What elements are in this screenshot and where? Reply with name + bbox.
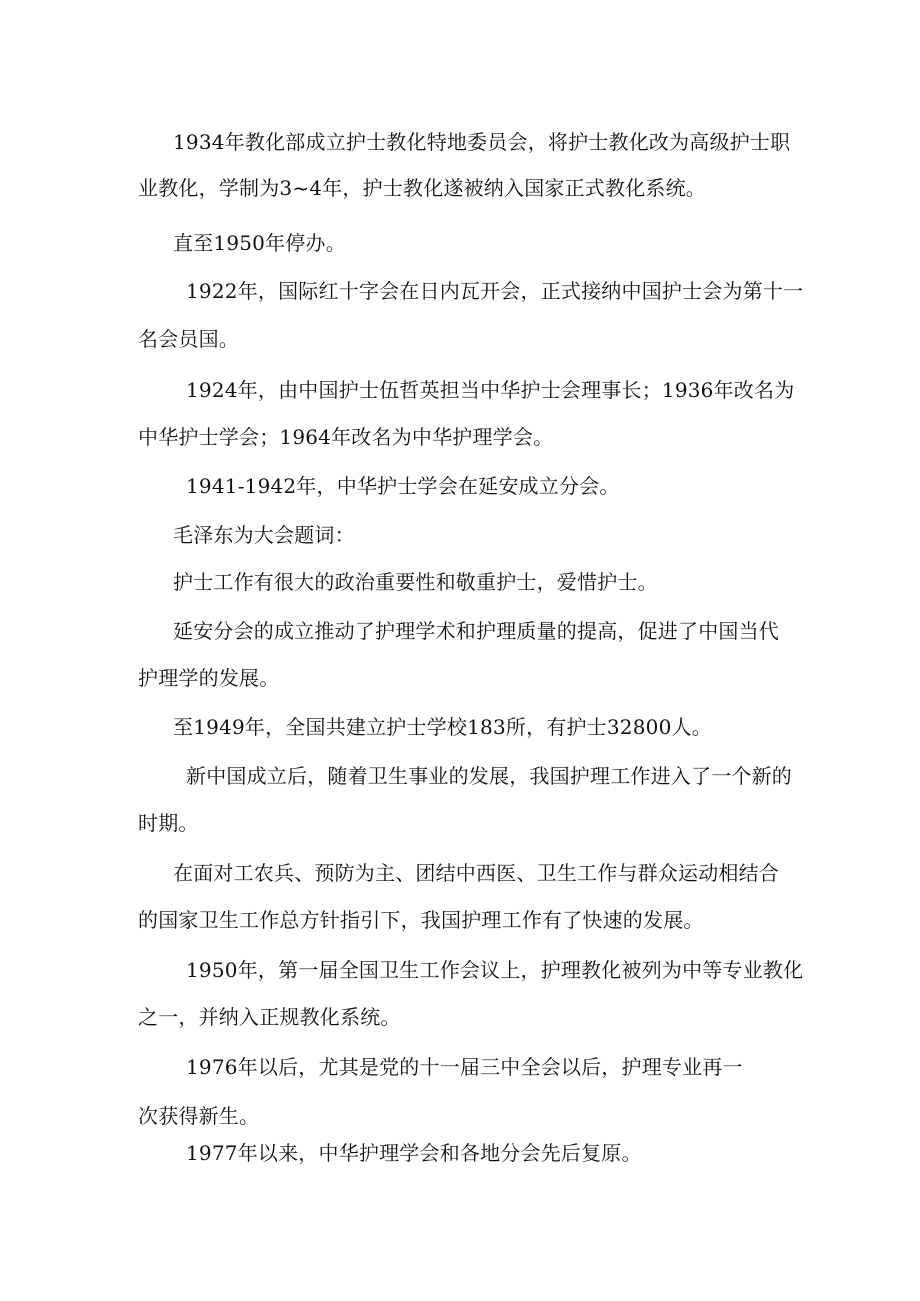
paragraph-line: 1977年以来，中华护理学会和各地分会先后复原。 xyxy=(186,1141,642,1165)
paragraph-line: 直至1950年停办。 xyxy=(173,231,346,255)
paragraph-line: 1976年以后，尤其是党的十一届三中全会以后，护理专业再一 xyxy=(186,1055,743,1079)
paragraph-line: 1941-1942年，中华护士学会在延安成立分会。 xyxy=(186,474,620,498)
paragraph-line: 之一，并纳入正规教化系统。 xyxy=(138,1005,401,1029)
paragraph-line: 1924年，由中国护士伍哲英担当中华护士会理事长；1936年改名为 xyxy=(186,378,795,402)
paragraph-line: 新中国成立后，随着卫生事业的发展，我国护理工作进入了一个新的 xyxy=(186,764,792,788)
paragraph-line: 次获得新生。 xyxy=(138,1104,260,1128)
paragraph-line: 护理学的发展。 xyxy=(138,666,280,690)
paragraph-line: 1950年，第一届全国卫生工作会议上，护理教化被列为中等专业教化 xyxy=(186,958,804,982)
paragraph-line: 护士工作有很大的政治重要性和敬重护士，爱惜护士。 xyxy=(173,570,658,594)
paragraph-line: 至1949年，全国共建立护士学校183所，有护士32800人。 xyxy=(173,715,712,739)
paragraph-line: 在面对工农兵、预防为主、团结中西医、卫生工作与群众运动相结合 xyxy=(173,861,779,885)
paragraph-line: 1934年教化部成立护士教化特地委员会，将护士教化改为高级护士职 xyxy=(173,130,791,154)
paragraph-line: 名会员国。 xyxy=(138,327,239,351)
paragraph-line: 时期。 xyxy=(138,811,199,835)
paragraph-line: 1922年，国际红十字会在日内瓦开会，正式接纳中国护士会为第十一 xyxy=(186,279,804,303)
paragraph-line: 延安分会的成立推动了护理学术和护理质量的提高，促进了中国当代 xyxy=(173,619,779,643)
paragraph-line: 的国家卫生工作总方针指引下，我国护理工作有了快速的发展。 xyxy=(138,908,704,932)
paragraph-line: 业教化，学制为3~4年，护士教化遂被纳入国家正式教化系统。 xyxy=(138,176,707,200)
paragraph-line: 中华护士学会；1964年改名为中华护理学会。 xyxy=(138,425,554,449)
paragraph-line: 毛泽东为大会题词： xyxy=(173,523,355,547)
